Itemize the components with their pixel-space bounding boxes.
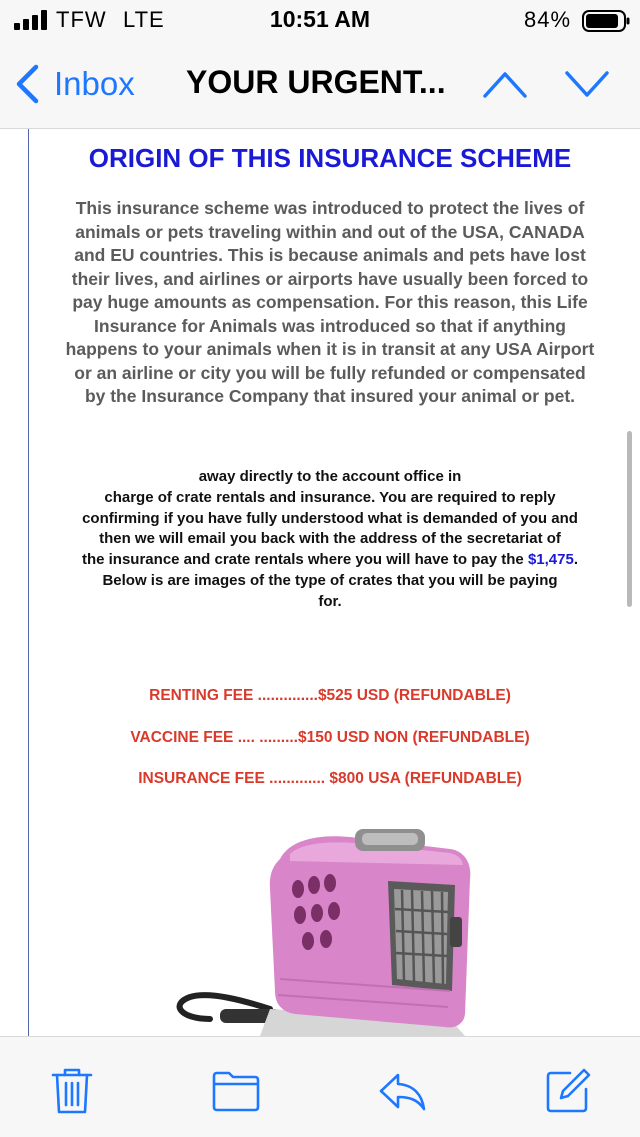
back-to-inbox-button[interactable] <box>14 62 135 106</box>
email-body[interactable] <box>0 129 640 1036</box>
vaccine-fee-line: VACCINE FEE .... .........$150 USD NON (REFUNDABLE) <box>130 729 530 746</box>
paragraph-line: or an airline or city you will be fully refunded or compensated <box>74 362 586 383</box>
paragraph-line: then we will email you back with the address of the secretariat of <box>99 530 561 548</box>
email-subject-title: YOUR URGENT... <box>186 64 446 100</box>
insurance-fee-line: INSURANCE FEE ............. $800 USA (REFUNDABLE) <box>138 770 522 787</box>
carrier-name: TFW <box>56 7 107 32</box>
line-text: the insurance and crate rentals where you will have to pay the <box>81 551 528 569</box>
renting-fee-line: RENTING FEE ..............$525 USD (REFUNDABLE) <box>149 687 511 704</box>
back-label: Inbox <box>54 65 135 102</box>
reply-icon[interactable] <box>378 1067 426 1115</box>
paragraph-line: confirming if you have fully understood what is demanded of you and <box>82 509 578 527</box>
quote-rule <box>28 129 29 1036</box>
chevron-up-icon[interactable] <box>482 66 528 102</box>
paragraph-line: This insurance scheme was introduced to protect the lives of <box>75 198 585 218</box>
paragraph-line: happens to your animals when it is in transit at any USA Airport <box>65 339 595 359</box>
battery-icon <box>582 10 630 32</box>
navigation-bar <box>0 40 640 129</box>
network-type: LTE <box>123 7 165 32</box>
compose-icon[interactable] <box>544 1067 592 1115</box>
chevron-left-icon <box>14 64 40 104</box>
paragraph-line: by the Insurance Company that insured your animal or pet. <box>84 386 576 406</box>
payment-amount: $1,475 <box>527 551 574 569</box>
line-text: . <box>573 551 579 569</box>
paragraph-line: for. <box>318 592 342 610</box>
paragraph-line: pay huge amounts as compensation. For this reason, this Life <box>72 292 588 312</box>
paragraph-line: Insurance for Animals was introduced so that if anything <box>94 315 566 336</box>
paragraph-line: charge of crate rentals and insurance. You are required to reply <box>104 488 556 506</box>
status-bar <box>0 0 640 40</box>
paragraph-line: and EU countries. This is because animals and pets have lost <box>74 245 586 265</box>
battery-percentage: 84% <box>524 7 572 32</box>
email-heading: ORIGIN OF THIS INSURANCE SCHEME <box>88 143 572 173</box>
paragraph-line: Below is are images of the type of crates that you will be paying <box>102 571 558 589</box>
paragraph-line: animals or pets traveling within and out of the USA, CANADA <box>75 221 585 242</box>
paragraph-line <box>40 550 620 571</box>
paragraph-line: away directly to the account office in <box>198 468 462 485</box>
instructions-paragraph <box>40 467 620 613</box>
paragraph-line: their lives, and airlines or airports have usually been forced to <box>71 268 589 289</box>
pet-crate-image <box>150 819 490 1036</box>
folder-icon[interactable] <box>212 1067 260 1115</box>
status-time: 10:51 AM <box>269 6 371 32</box>
chevron-down-icon[interactable] <box>564 66 610 102</box>
vertical-scrollbar[interactable] <box>627 431 632 607</box>
bottom-toolbar <box>0 1036 640 1137</box>
origin-paragraph <box>40 197 620 409</box>
trash-icon[interactable] <box>48 1067 96 1115</box>
